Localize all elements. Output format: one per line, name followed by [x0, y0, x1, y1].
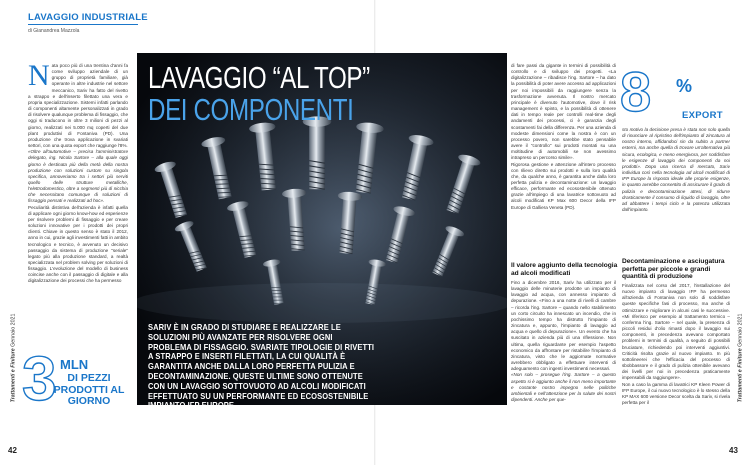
left-column-2-cont — [511, 280, 616, 440]
subhead-decontaminazione: Decontaminazione e asciugatura perfetta per piccole e grandi quantità di produzione — [622, 258, 725, 280]
headline-line-1: LAVAGGIO “AL TOP” — [148, 60, 370, 95]
byline: di Gianandrea Mazzola — [28, 28, 80, 34]
right-side-tab — [733, 298, 747, 418]
side-tab-brand: Trattamenti e Finiture — [10, 348, 16, 403]
paragraph: di fare passi da gigante in termini di possibilità di controllo e di sviluppo dei progetti. «La digitalizzazione – ribadisce l'ing. Sartore – ha dato la possibilità di poter avere accesso ad applicazioni per noi impossibili da raggiungere senza la trasformazione avvenuta. Il nostro mercato principale è divenuto l'automotive, dove il risk management è spinto, e la possibilità di ottenere dati in tempo reale per controlli real-time degli andamenti dei processi, ci è garanzia degli scostamenti fai della differenza. Per una azienda di modeste dimensioni come la nostra è con un processo povero, non sarebbe stato pensabile avere il "controllo" sui prodotti montati su una moltitudine di automobili se non avessimo intrapreso un percorso simile». — [511, 63, 616, 161]
side-tab-brand: Trattamenti e Finiture — [737, 348, 743, 403]
paragraph: «Non solo – prosegue l'ing. Sartore – a questo aspetto si è aggiunto anche il non meno importante e costante nostro impegno nelle politiche ambientali e nell'attenzione per la salute dei nostri dipendenti. Anche per que- — [511, 372, 616, 402]
subhead-alcoli: Il valore aggiunto della tecnologia ad alcoli modificati — [511, 262, 618, 277]
photo-caption: SARIV È IN GRADO DI STUDIARE E REALIZZARE LE SOLUZIONI PIÙ AVANZATE PER RISOLVERE OGNI PROBLEMA DI FISSAGGIO. SVARIATE TIPOLOGIE DI RIVETTI A STRAPPO E INSERTI FILETTATI, LA CUI QUALITÀ È GARANTITA ANCHE DALLA LORO PERFETTA PULIZIA E DECONTAMINAZIONE. QUESTE ULTIME SONO OTTENUTE CON UN LAVAGGIO SOTTOVUOTO AD ALCOLI MODIFICATI EFFETTUATO SU UN PERFORMANTE ED ECOSOSTENIBILE IMPIANTO IFP EUROPE — [148, 322, 375, 411]
side-tab-date: Gennaio 2021 — [737, 313, 743, 347]
paragraph: «Oltre all'automotive – precisa l'amministratore delegato, ing. Nicola Sartore – alla quale oggi giorno è destinata più della metà della nostra produzione con soluzioni custom su singola specifica, annoveriamo tra i settori più serviti quello delle strutture metalliche, l'elettrodomestico, oltre a segmenti più di nicchia che necessitano comunque di soluzioni di fissaggio pensati e realizzati ad hoc». — [28, 149, 128, 204]
section-rubric: LAVAGGIO INDUSTRIALE — [28, 12, 148, 23]
right-column-cont — [622, 283, 730, 440]
left-column-2 — [511, 63, 616, 259]
right-column — [622, 127, 730, 255]
left-side-tab — [6, 298, 20, 418]
paragraph: Fino a dicembre 2016, Sariv ha utilizzato per il lavaggio delle minuterie prodotte un impianto di lavaggio ad acqua, con annesso impianto di depurazione. «Fino a una notte di rivelli di cambre – ricorda l'ing. Sartore – quando nello stabilimento un corto circuito ha innescato un incendio, che in pochissimo tempo ha distrutto l'impianto di zincatura e, appunto, l'impianto di lavaggio ad acqua e quello di depurazione». Un evento che ha suscitato in azienda più di una riflessione. Non ultima, quella riguardante per esempio l'aspetto economico da affrontare per ristabilire l'impianto di zincatura, visto che le aggiornate normative avrebbero obbligato a effettuare interventi di adeguamento con ingenti investimenti necessari. — [511, 280, 616, 372]
side-tab-date: Gennaio 2021 — [10, 313, 16, 347]
stat-percent-sign: % — [676, 76, 693, 96]
page-number-left: 42 — [8, 446, 17, 455]
rubric-underline — [28, 24, 138, 25]
paragraph: Finalizzata nel corso del 2017, l'installazione del nuovo impianto di lavaggio IFP ha permesso all'azienda di Fontaniva non solo di soddisfare queste specifiche fasi di processo, ma anche di ottimizzare e migliorare in alcuni casi le successive. «Mi riferisco per esempio al trattamento termico – conferma l'ing. Sartore – nel quale, la presenza di piccoli residui d'olio rimasti dopo il lavaggio sui componenti, in precedenza avevano comportato problemi in termini di qualità, a seguito di possibili bruciature, richiedendo poi interventi aggiuntivi. Criticità risolta grazie al nuovo impianto. In più sottolineerei che l'efficacia del processo di sbobbassore e il grado di pulizia ottenibile avevano dei livelli per noi in precedenza praticamente impensabili da raggiungere». — [622, 283, 730, 381]
headline-line-2: DEI COMPONENTI — [148, 92, 354, 127]
stat-caption: DI PEZZI PRODOTTI AL GIORNO — [53, 372, 125, 407]
drop-cap: N — [28, 63, 50, 92]
paragraph: Peculiarità distintiva dell'azienda è infatti quella di applicare ogni giorno know-how ed esperienze per risolvere problemi di fissaggio e per creare soluzioni innovative per i prodotti dei propri clienti. Chiave in questo senso è stato il 2012, anno in cui, grazie agli investimenti fatti in ambito tecnologico e tecnico, è avvenuto un decisivo passaggio da sistema di produzione "seriale" legato più alla produzione standard, a realtà specializzata nel problem solving per soluzioni di fissaggio. L'evoluzione del modello di business coincise anche con il passaggio di digitale e alla digitalizzazione dei processi che ha permesso — [28, 204, 128, 284]
paragraph: ata poco più di una trentina d'anni fa come sviluppo aziendale di un gruppo di proprietà familiare, già operante in altre industrie nel settore meccanico, Sariv ha fatto del rivetto a strappo e dell'inserto filettato una vera e propria specializzazione. Sistemi infatti parlando di componenti altamente personalizzati in grado di risolvere qualunque problema di fissaggio, che oggi si traducono in oltre 3 milioni di pezzi al giorno, realizzati nei 5.000 mq coperti del due plant produttivi di Fontaniva (PD). Una produzione che trova applicazione in svariati settori, con una quota export che raggiunge l'8%. — [28, 63, 128, 149]
stat-number-8: 8 — [620, 60, 652, 123]
left-column-1 — [28, 63, 128, 349]
paragraph: Rigorosa gestione e attenzione all'intero processo con rilievo diretto sui prodotti e sulla loro qualità che, da qualche anno, è garantita anche dalla loro perfetta pulizia e decontaminazione: un lavaggio efficace, performante ed ecosostenibile ottenuto grazie all'impiego di una lavatrice sottovuoto ad alcoli modificati KP Max 600 Decor della IFP Europe di Galliera Veneta (PD). — [511, 161, 616, 210]
page-number-right: 43 — [729, 446, 738, 455]
stat-number-3: 3 — [22, 345, 55, 414]
stat-unit-mln: MLN — [60, 357, 89, 372]
stat-export-label: EXPORT — [682, 110, 723, 121]
paragraph: Non a caso la gamma di lavatrici KP Kleen Power di IFP Europe, il cui nuovo tecnologico è lo stesso della KP MAX 600 versione Decor scelta da Sariv, si rivela perfetta per il — [622, 381, 730, 405]
paragraph: sto motivo la decisione presa è stata non solo quella di rinunciare al ripristino dell'impianto di zincatura al nostro interno, affidandoci sin da subito a partner esterni, ma anche quella di trovare un'alternativa più sicura, ecologica, e meno energivora, per soddisfare le esigenze di lavaggio dei componenti da noi prodotti». Dopo una ricerca di mercato, Sariv individua così nella tecnologia ad alcoli modificati di IFP Europe la risposta ideale alle proprie esigenze, in quanto avrebbe consentito di assicurare il grado di pulizia e decontaminazione attesi, di ridurre drasticamente il consumo di liquido di lavaggio, oltre ad abbattere i tempi ciclo e la potenza utilizzata dall'impianto. — [622, 127, 730, 213]
